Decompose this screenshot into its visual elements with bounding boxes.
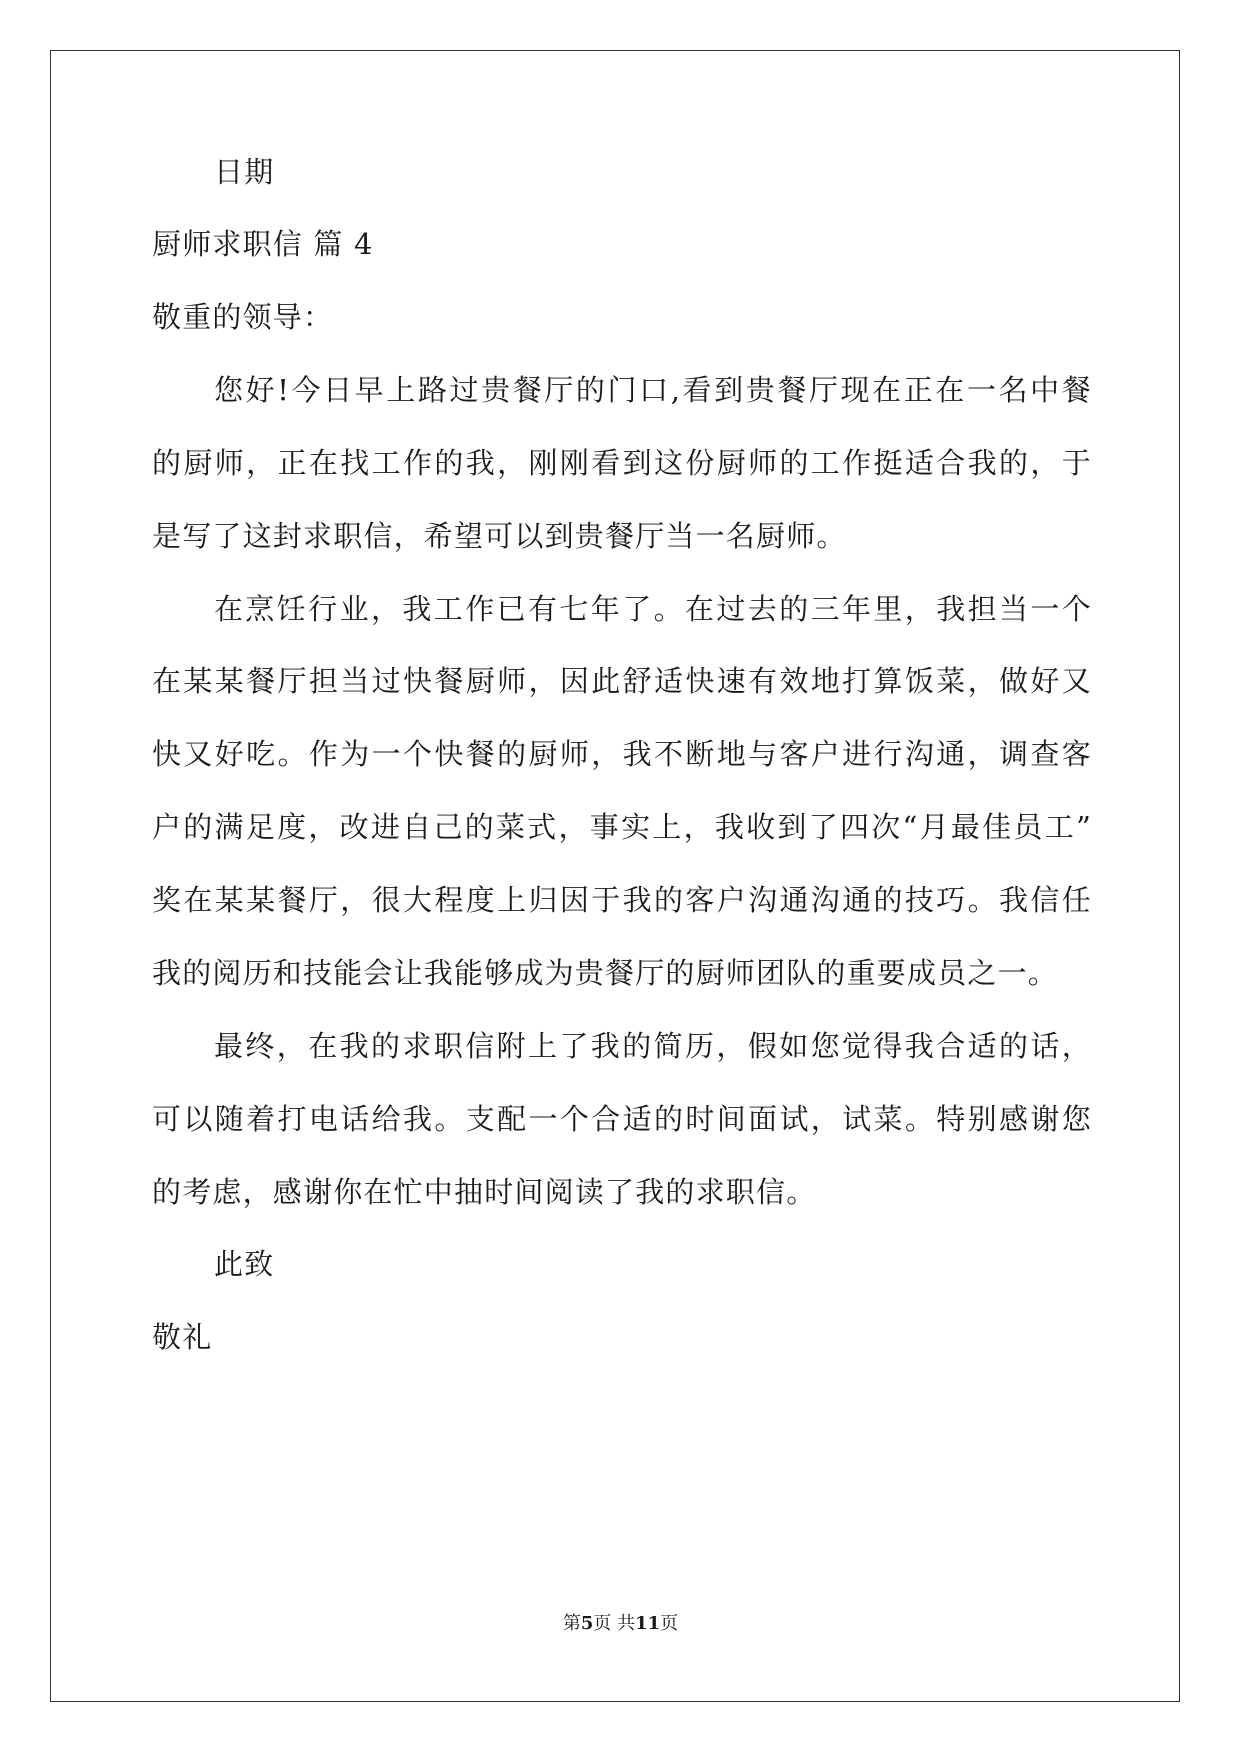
paragraph-line: 可以随着打电话给我。支配一个合适的时间面试，试菜。特别感谢您: [152, 1102, 1092, 1136]
paragraph-line: 您好!今日早上路过贵餐厅的门口,看到贵餐厅现在正在一名中餐: [214, 373, 1092, 407]
paragraph-line: 的考虑，感谢你在忙中抽时间阅读了我的求职信。: [152, 1175, 817, 1209]
closing-salute: 敬礼: [152, 1320, 213, 1354]
section-title: 厨师求职信 篇 4: [152, 227, 374, 261]
paragraph-line: 快又好吃。作为一个快餐的厨师，我不断地与客户进行沟通，调查客: [152, 737, 1092, 771]
paragraph-line: 我的阅历和技能会让我能够成为贵餐厅的厨师团队的重要成员之一。: [152, 956, 1059, 990]
date-label: 日期: [214, 155, 275, 189]
footer-suffix: 页: [660, 1613, 679, 1634]
footer-middle: 页 共: [593, 1613, 636, 1634]
paragraph-line: 户的满足度，改进自己的菜式，事实上，我收到了四次“月最佳员工”: [152, 810, 1092, 844]
paragraph-line: 在烹饪行业，我工作已有七年了。在过去的三年里，我担当一个: [214, 592, 1092, 626]
paragraph-line: 的厨师，正在找工作的我，刚刚看到这份厨师的工作挺适合我的，于: [152, 446, 1092, 480]
footer-prefix: 第: [562, 1613, 581, 1634]
paragraph-line: 在某某餐厅担当过快餐厨师，因此舒适快速有效地打算饭菜，做好又: [152, 664, 1092, 698]
paragraph-line: 是写了这封求职信，希望可以到贵餐厅当一名厨师。: [152, 519, 847, 553]
salutation: 敬重的领导：: [152, 300, 334, 334]
paragraph-line: 最终，在我的求职信附上了我的简历，假如您觉得我合适的话，: [214, 1029, 1092, 1063]
total-pages-number: 11: [635, 1613, 661, 1634]
current-page-number: 5: [580, 1613, 594, 1634]
page-footer: [0, 1612, 1241, 1636]
paragraph-line: 奖在某某餐厅，很大程度上归因于我的客户沟通沟通的技巧。我信任: [152, 883, 1092, 917]
closing-regards: 此致: [214, 1247, 275, 1281]
